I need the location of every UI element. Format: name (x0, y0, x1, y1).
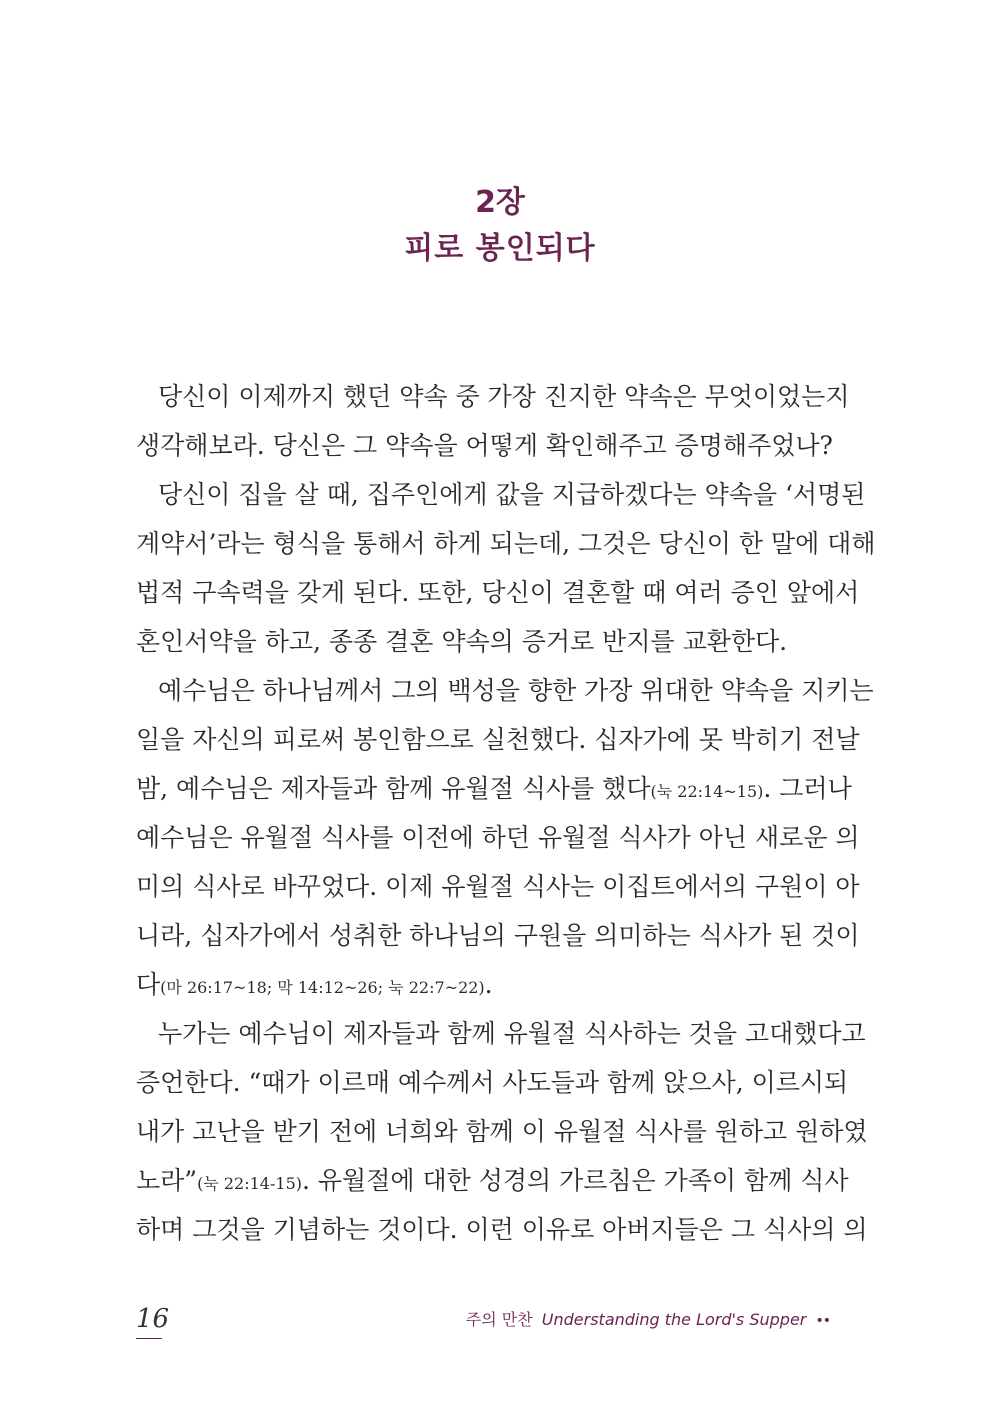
scripture-reference: (눅 22:14-15) (197, 1174, 302, 1193)
paragraph-4-line-1: 누가는 예수님이 제자들과 함께 유월절 식사하는 것을 고대했다고 (158, 1019, 866, 1048)
scripture-reference: (마 26:17~18; 막 14:12~26; 눅 22:7~22) (160, 978, 485, 997)
paragraph-1-line-2: 생각해보라. 당신은 그 약속을 어떻게 확인해주고 증명해주었나? (136, 431, 833, 460)
paragraph-2-line-1: 당신이 집을 살 때, 집주인에게 값을 지급하겠다는 약속을 ‘서명된 (158, 480, 866, 509)
paragraph-2-line-4: 혼인서약을 하고, 종종 결혼 약속의 증거로 반지를 교환한다. (136, 627, 788, 656)
paragraph-4-line-2: 증언한다. “때가 이르매 예수께서 사도들과 함께 앉으사, 이르시되 (136, 1068, 849, 1097)
paragraph-3-line-4: 예수님은 유월절 식사를 이전에 하던 유월절 식사가 아닌 새로운 의 (136, 823, 860, 852)
paragraph-3-line-2: 일을 자신의 피로써 봉인함으로 실천했다. 십자가에 못 박히기 전날 (136, 725, 860, 754)
chapter-title: 피로 봉인되다 (404, 231, 596, 266)
running-head (466, 1308, 830, 1333)
paragraph-3-line-3-tail: . 그러나 (763, 774, 852, 803)
paragraph-3-line-7-tail: . (484, 970, 493, 999)
paragraph-3-line-1: 예수님은 하나님께서 그의 백성을 향한 가장 위대한 약속을 지키는 (158, 676, 874, 705)
paragraph-4-line-4 (136, 1156, 849, 1205)
page-footer (136, 1302, 830, 1342)
paragraph-2-line-2: 계약서’라는 형식을 통해서 하게 되는데, 그것은 당신이 한 말에 대해 (136, 529, 876, 558)
page-number-underline (136, 1338, 162, 1339)
paragraph-4-line-4-tail: . 유월절에 대한 성경의 가르침은 가족이 함께 식사 (302, 1166, 849, 1195)
paragraph-4-line-4-text: 노라” (136, 1166, 198, 1195)
running-head-korean: 주의 만찬 (465, 1310, 533, 1329)
paragraph-2-line-3: 법적 구속력을 갖게 된다. 또한, 당신이 결혼할 때 여러 증인 앞에서 (136, 578, 860, 607)
paragraph-1-line-1: 당신이 이제까지 했던 약속 중 가장 진지한 약속은 무엇이었는지 (158, 382, 850, 411)
paragraph-3-line-3-text: 밤, 예수님은 제자들과 함께 유월절 식사를 했다 (136, 774, 651, 803)
page-number: 16 (136, 1304, 170, 1334)
paragraph-4-line-5: 하며 그것을 기념하는 것이다. 이런 이유로 아버지들은 그 식사의 의 (136, 1215, 868, 1244)
paragraph-4-line-3: 내가 고난을 받기 전에 너희와 함께 이 유월절 식사를 원하고 원하였 (136, 1117, 868, 1146)
running-head-english: Understanding the Lord's Supper (541, 1310, 807, 1329)
body-text (136, 372, 876, 1254)
chapter-heading (0, 180, 1000, 272)
paragraph-3-line-5: 미의 식사로 바꾸었다. 이제 유월절 식사는 이집트에서의 구원이 아 (136, 872, 860, 901)
paragraph-3-line-3 (136, 764, 852, 813)
paragraph-3-line-6: 니라, 십자가에서 성취한 하나님의 구원을 의미하는 식사가 된 것이 (136, 921, 860, 950)
paragraph-3-line-7 (136, 960, 830, 1009)
scripture-reference: (눅 22:14~15) (650, 782, 764, 801)
chapter-number: 2장 (475, 185, 525, 220)
paragraph-3-line-7-text: 다 (136, 970, 161, 999)
bullet-dots-icon: •• (815, 1313, 830, 1329)
